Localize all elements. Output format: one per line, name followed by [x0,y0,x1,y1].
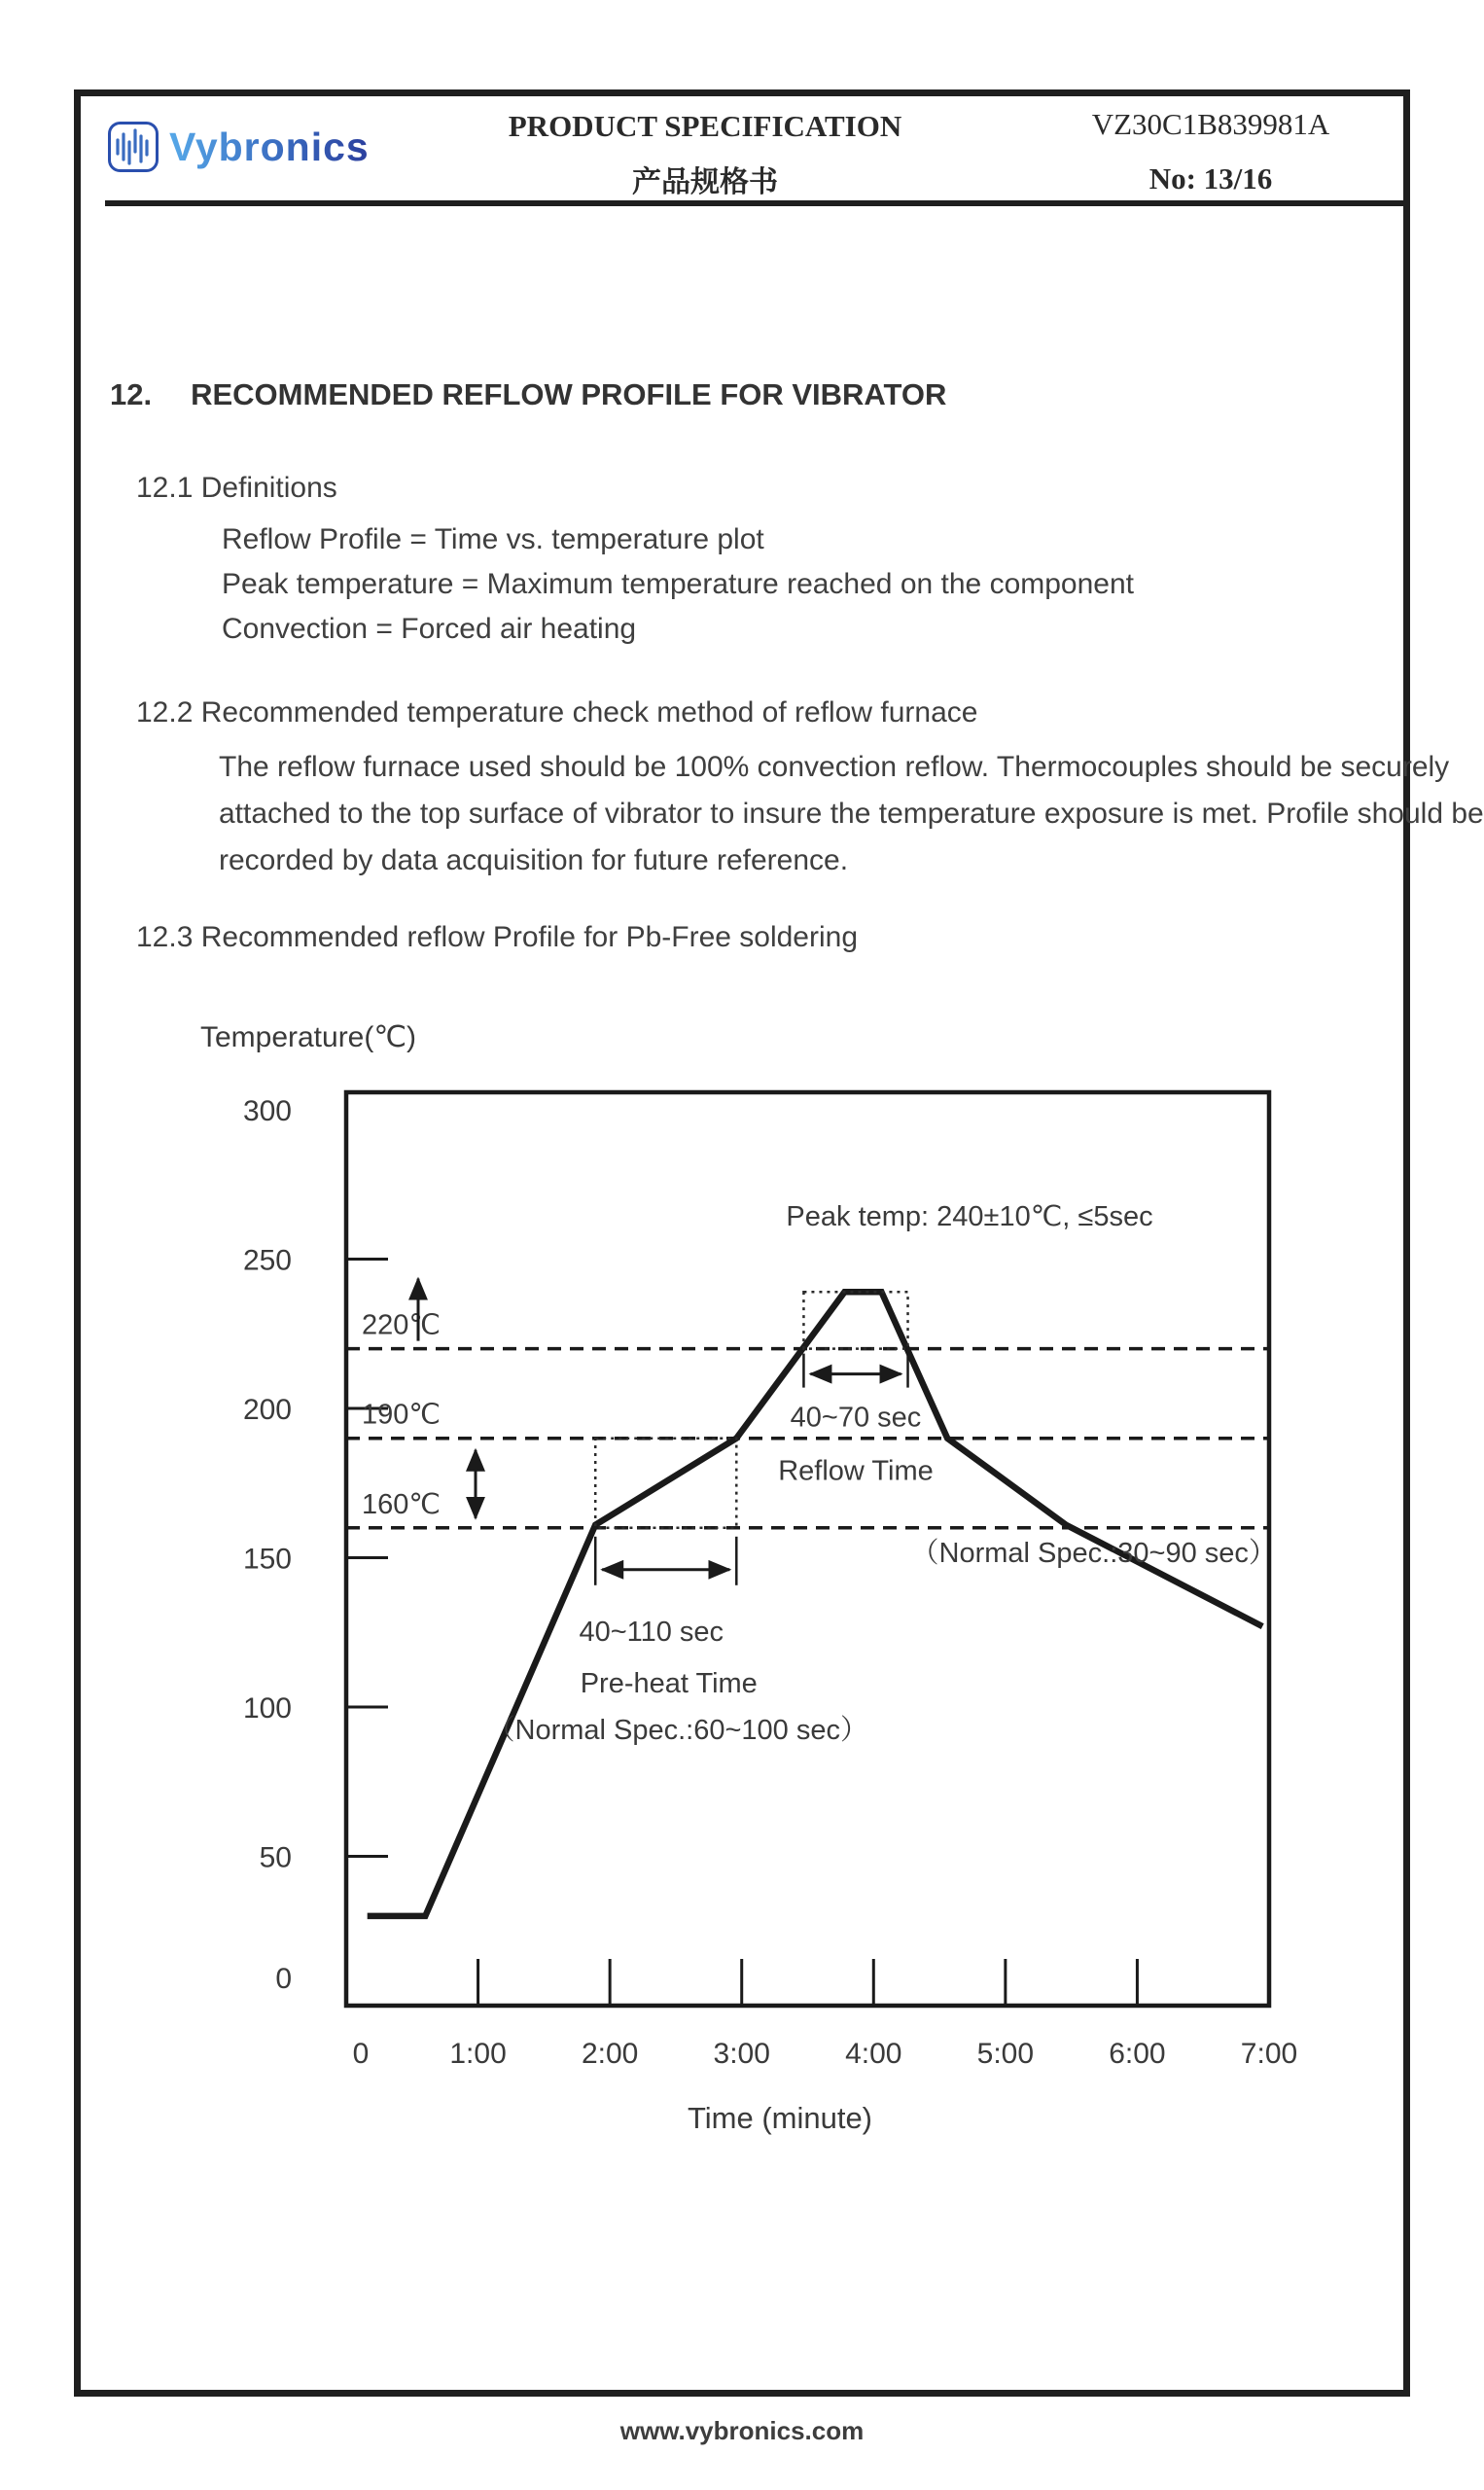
peak-temp-note: Peak temp: 240±10℃, ≤5sec [786,1201,1153,1232]
x-axis-label: 4:00 [845,2038,902,2070]
preheat-time-label: Pre-heat Time [580,1667,758,1699]
subsection-12-2-heading: 12.2 Recommended temperature check method of reflow furnace [136,696,978,729]
body-line: recorded by data acquisition for future reference. [219,844,849,876]
y-axis-label: 250 [242,1244,292,1277]
y-axis-label: 0 [275,1963,292,1995]
preheat-range-label: 40~110 sec [579,1616,724,1648]
y-axis-title: Temperature(℃) [199,1021,417,1053]
body-line: attached to the top surface of vibrator to insure the temperature exposure is met. Profile should be [219,798,1484,830]
preheat-spec-label: （Normal Spec.:60~100 sec） [486,1714,869,1746]
document-title-en: PRODUCT SPECIFICATION [508,109,902,143]
reference-line-label: 160℃ [362,1488,441,1520]
reflow-spec-label: （Normal Spec.:30~90 sec） [910,1537,1277,1569]
y-axis-label: 200 [242,1394,292,1426]
footer-website: www.vybronics.com [619,2416,865,2445]
document-title-zh: 产品规格书 [632,166,778,198]
section-heading [110,377,946,412]
reference-line-label: 190℃ [362,1399,441,1431]
vybronics-logo-icon [107,121,159,173]
vybronics-logo [107,121,370,173]
x-axis-title: Time (minute) [687,2101,873,2135]
x-axis-label: 0 [352,2038,370,2070]
subsection-12-2-body [219,744,1484,884]
y-axis-label: 100 [242,1692,292,1725]
x-axis-label: 3:00 [713,2038,770,2070]
subsection-12-1-heading: 12.1 Definitions [136,472,337,504]
x-axis-label: 6:00 [1109,2038,1166,2070]
profile-curve [368,1292,1263,1916]
page-number: No: 13/16 [1148,161,1273,196]
reflow-time-label: Reflow Time [778,1455,934,1487]
x-axis-label: 7:00 [1240,2038,1298,2070]
reflow-range-label: 40~70 sec [790,1402,922,1434]
subsection-12-1-body [222,517,1134,652]
document-number: VZ30C1B839981A [1091,107,1330,141]
definition-line: Peak temperature = Maximum temperature reached on the component [222,568,1134,600]
header-divider [105,200,1404,206]
y-axis-label: 300 [242,1095,292,1127]
definition-line: Convection = Forced air heating [222,613,637,645]
reflow-profile-chart [175,1012,1367,2150]
section-title: RECOMMENDED REFLOW PROFILE FOR VIBRATOR [191,377,947,411]
reference-line-label: 220℃ [362,1309,441,1341]
x-axis-label: 1:00 [449,2038,507,2070]
y-axis-label: 150 [242,1543,292,1576]
y-axis-label: 50 [259,1841,292,1874]
x-axis-label: 2:00 [581,2038,639,2070]
section-number: 12. [110,377,153,411]
x-axis-label: 5:00 [976,2038,1035,2070]
subsection-12-3-heading: 12.3 Recommended reflow Profile for Pb-Free soldering [136,921,859,953]
definition-line: Reflow Profile = Time vs. temperature plot [222,523,764,555]
brand-wordmark: Vybronics [169,124,370,169]
body-line: The reflow furnace used should be 100% convection reflow. Thermocouples should be securely [219,751,1450,783]
